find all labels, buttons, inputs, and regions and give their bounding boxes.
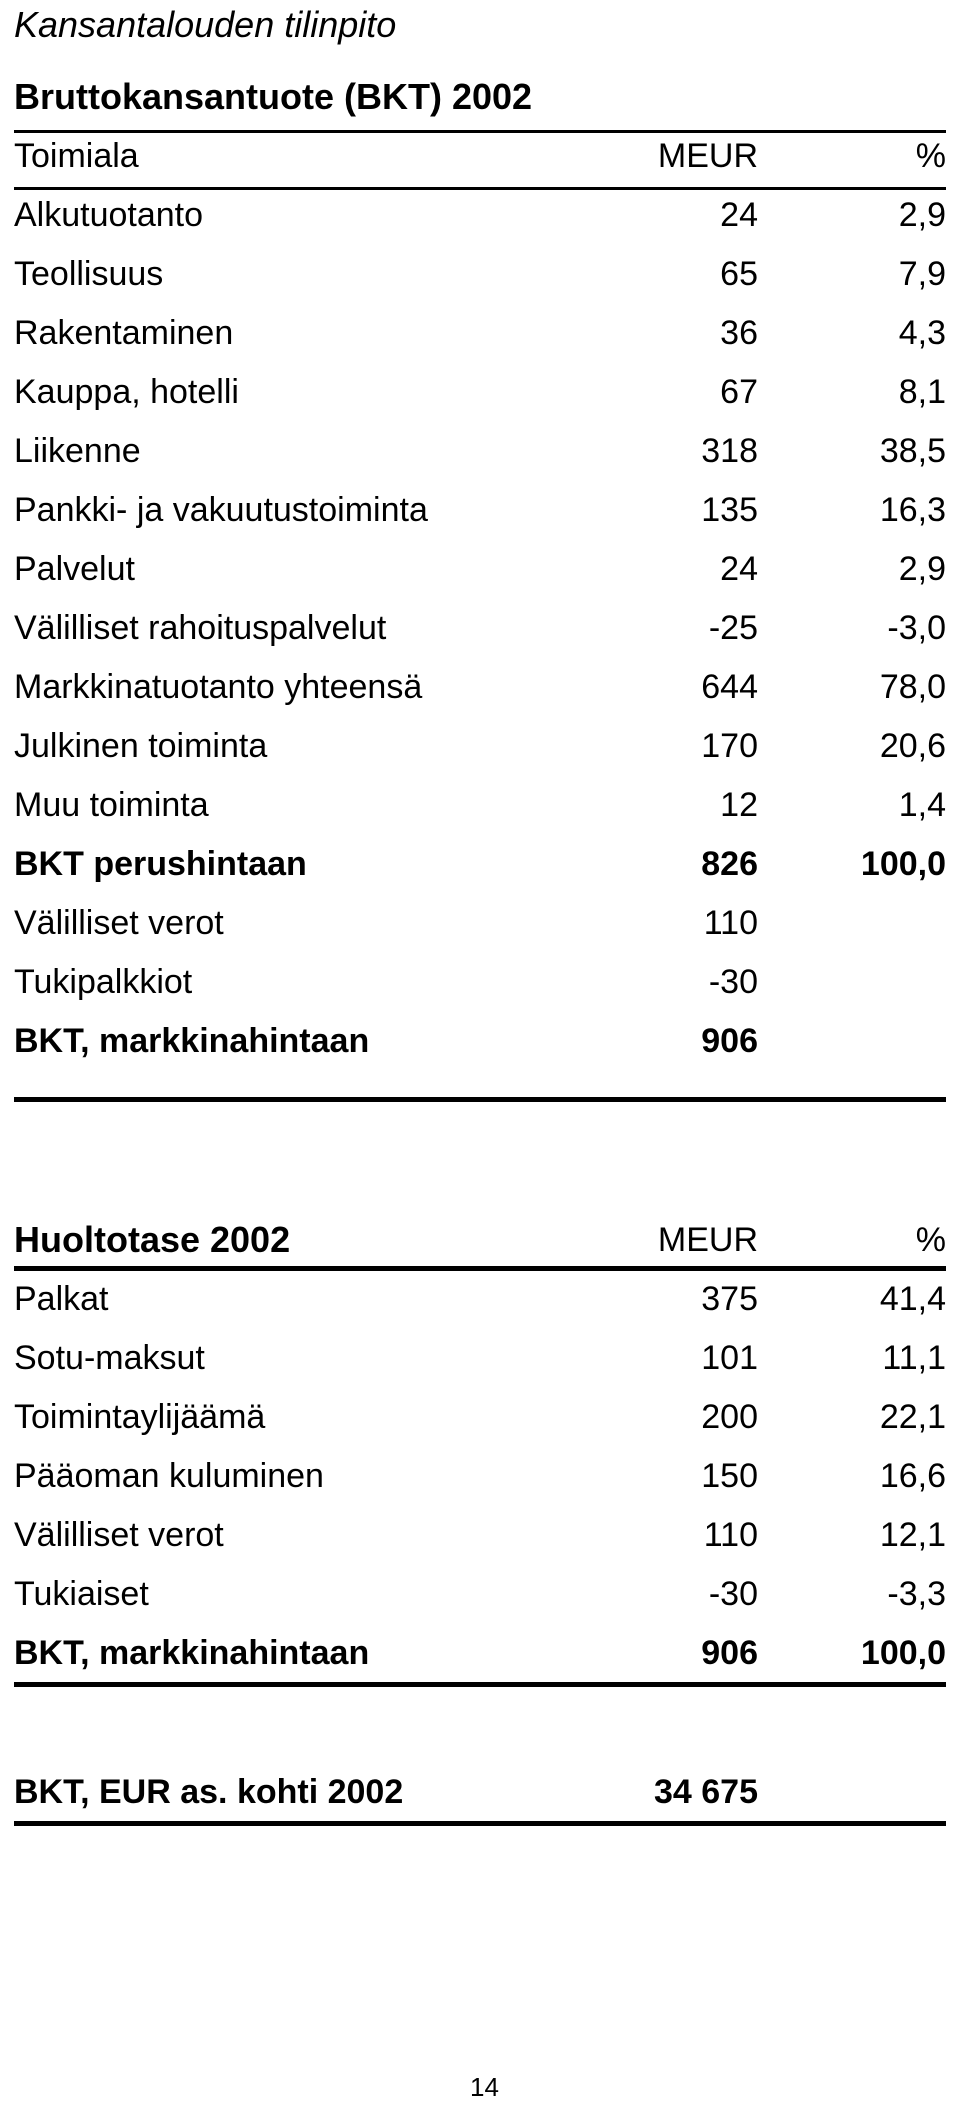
table-row [14,951,946,1010]
row-pct: 20,6 [879,727,946,765]
gdp-header-bottom-rule [14,187,946,190]
row-label: BKT, markkinahintaan [14,1634,370,1672]
table-row [14,1268,946,1327]
per-capita-value: 34 675 [654,1773,758,1811]
gdp-title: Bruttokansantuote (BKT) 2002 [14,76,533,117]
row-label: Sotu-maksut [14,1339,205,1377]
row-meur: 375 [701,1280,758,1318]
row-pct: 2,9 [898,196,946,234]
row-meur: 110 [703,1516,758,1554]
table-row-total [14,1622,946,1681]
page-number: 14 [470,2072,499,2102]
header-meur: MEUR [657,1221,758,1259]
table-row [14,1504,946,1563]
table-row [14,538,946,597]
row-meur: 24 [720,196,758,234]
row-pct: 100,0 [860,1634,946,1672]
table-row [14,479,946,538]
row-meur: 67 [720,373,758,411]
row-label: Välilliset rahoituspalvelut [14,609,387,647]
header-pct: % [915,1221,946,1259]
header-pct: % [915,137,946,175]
table-row [14,361,946,420]
table-row [14,597,946,656]
table-row [14,1327,946,1386]
row-label: Julkinen toiminta [14,727,268,765]
row-label: Välilliset verot [14,904,224,942]
row-label: Teollisuus [14,255,164,293]
table-row-total [14,833,946,892]
row-label: Kauppa, hotelli [14,373,239,411]
header-meur: MEUR [657,137,758,175]
gdp-title-row [14,55,946,125]
row-pct: 7,9 [898,255,946,293]
row-label: Välilliset verot [14,1516,224,1554]
per-capita-rule [14,1821,946,1826]
per-capita-section [14,1760,946,1820]
row-label: Liikenne [14,432,141,470]
row-pct: 16,3 [879,491,946,529]
row-label: Palvelut [14,550,135,588]
row-label: Palkat [14,1280,109,1318]
row-label: Tukiaiset [14,1575,149,1613]
row-meur: 110 [703,904,758,942]
row-label: BKT, markkinahintaan [14,1022,370,1060]
balance-title: Huoltotase 2002 [14,1219,291,1260]
row-meur: 200 [701,1398,758,1436]
row-pct: -3,0 [887,609,946,647]
row-pct: 41,4 [879,1280,946,1318]
row-pct: 22,1 [879,1398,946,1436]
table-row [14,420,946,479]
table-row [14,1445,946,1504]
balance-table [14,1183,946,1681]
row-meur: 65 [720,255,758,293]
row-pct: 8,1 [898,373,946,411]
row-meur: 170 [701,727,758,765]
row-label: BKT perushintaan [14,845,307,883]
table-row [14,302,946,361]
table-row [14,774,946,833]
row-pct: 100,0 [860,845,946,883]
table-row [14,1386,946,1445]
row-label: Tukipalkkiot [14,963,193,1001]
row-label: Pankki- ja vakuutustoiminta [14,491,428,529]
row-meur: 906 [701,1634,758,1672]
row-meur: 12 [720,786,758,824]
gdp-header-row [14,125,946,184]
row-label: Pääoman kuluminen [14,1457,324,1495]
row-label: Alkutuotanto [14,196,204,234]
row-pct: 38,5 [879,432,946,470]
row-meur: 150 [701,1457,758,1495]
table-row [14,892,946,951]
table-row [14,184,946,243]
row-pct: 16,6 [879,1457,946,1495]
row-meur: -30 [708,1575,758,1613]
row-meur: 135 [701,491,758,529]
table-row [14,715,946,774]
row-pct: 4,3 [898,314,946,352]
row-pct: -3,3 [887,1575,946,1613]
row-pct: 78,0 [879,668,946,706]
row-meur: 36 [720,314,758,352]
row-label: Rakentaminen [14,314,234,352]
row-pct: 2,9 [898,550,946,588]
document-title: Kansantalouden tilinpito [14,4,397,45]
row-label: Toimintaylijäämä [14,1398,266,1436]
row-meur: 318 [701,432,758,470]
table-row [14,1563,946,1622]
row-meur: 826 [701,845,758,883]
row-pct: 11,1 [882,1339,946,1377]
row-label: Muu toiminta [14,786,209,824]
row-meur: 644 [701,668,758,706]
gdp-bottom-rule [14,1097,946,1102]
gdp-table [14,55,946,1069]
balance-bottom-rule [14,1682,946,1687]
row-meur: 101 [701,1339,758,1377]
header-industry: Toimiala [14,137,139,175]
table-row [14,243,946,302]
row-meur: -30 [708,963,758,1001]
row-pct: 1,4 [898,786,946,824]
row-meur: -25 [708,609,758,647]
row-label: Markkinatuotanto yhteensä [14,668,423,706]
row-pct: 12,1 [879,1516,946,1554]
gdp-header-top-rule [14,130,946,133]
balance-header-rule [14,1266,946,1271]
row-meur: 24 [720,550,758,588]
per-capita-label: BKT, EUR as. kohti 2002 [14,1773,404,1811]
row-meur: 906 [701,1022,758,1060]
table-row [14,656,946,715]
balance-header-row [14,1183,946,1268]
table-row-total [14,1010,946,1069]
per-capita-row [14,1760,946,1820]
